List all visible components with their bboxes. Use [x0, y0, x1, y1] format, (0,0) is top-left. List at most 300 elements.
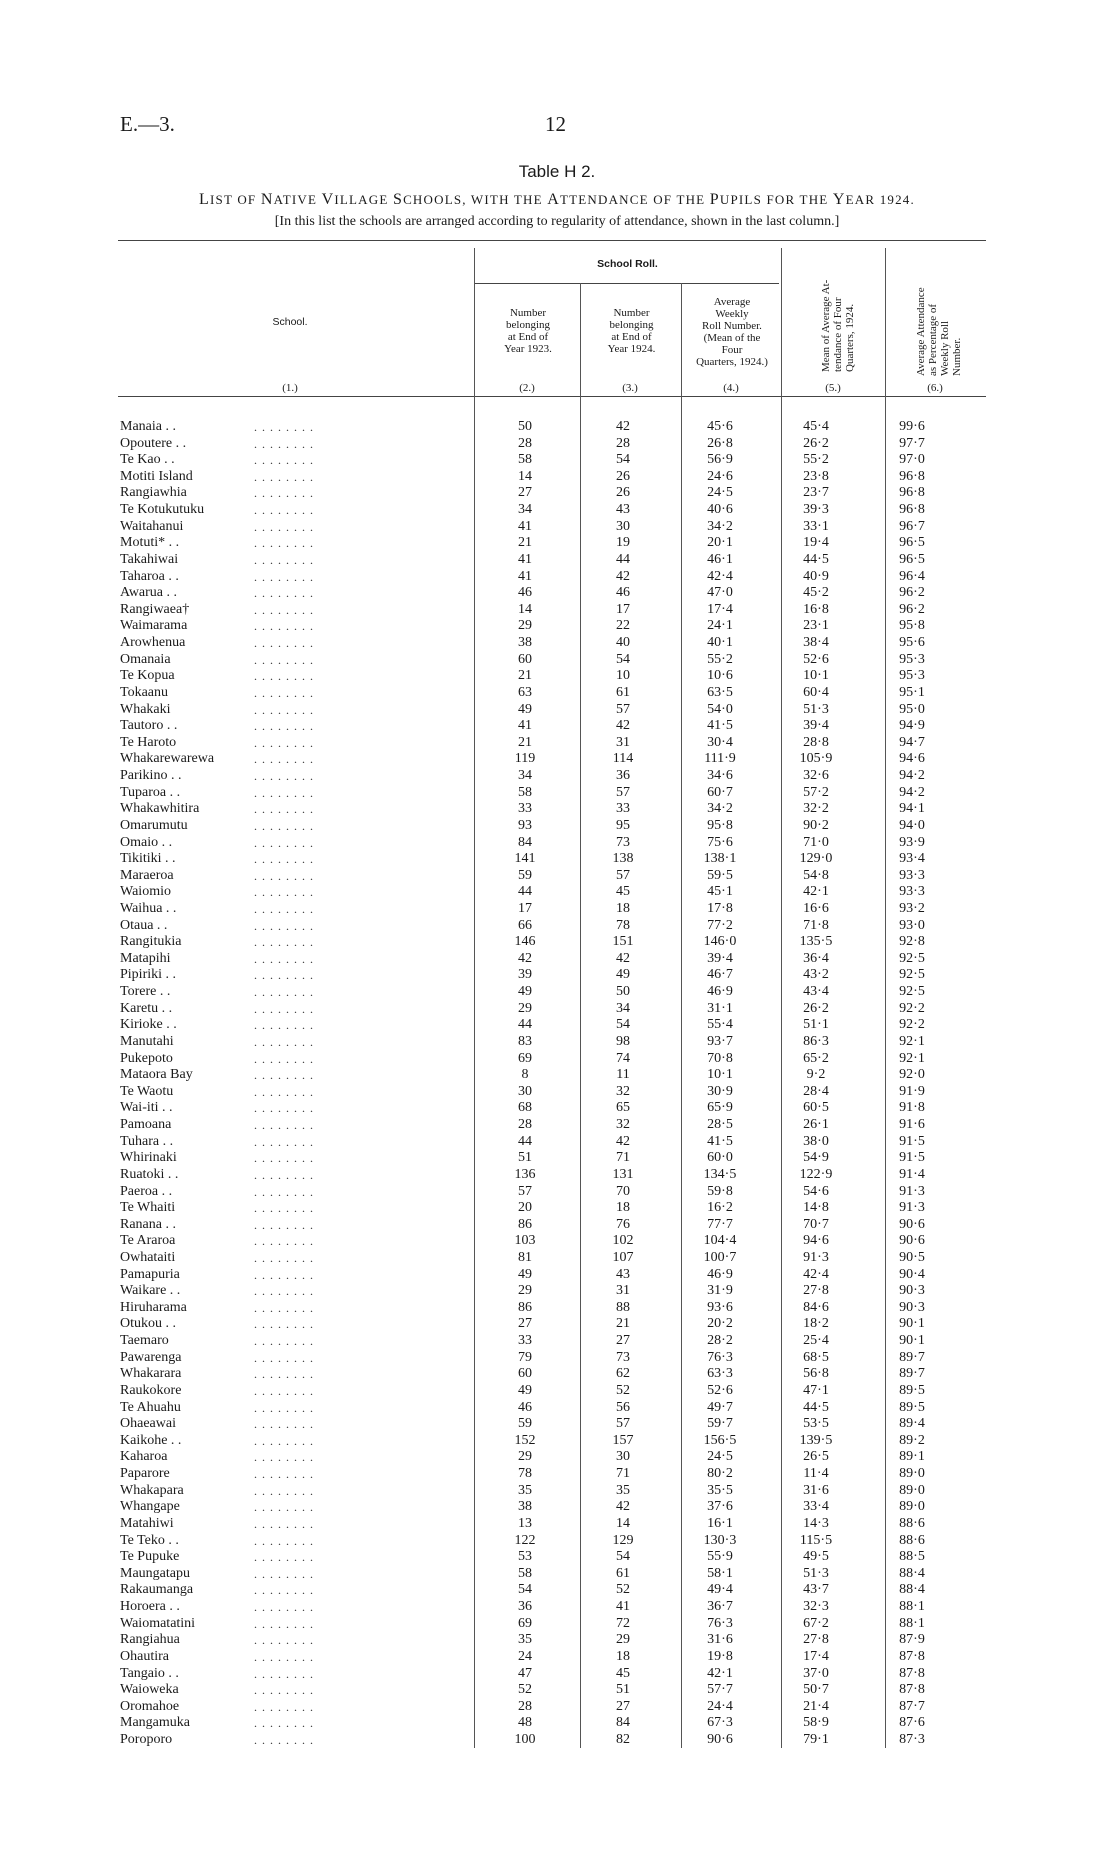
roll-1924: 45: [616, 884, 630, 900]
table-row: [120, 868, 980, 885]
roll-1924: 129: [612, 1532, 634, 1548]
attendance-percentage: 94·2: [899, 768, 925, 784]
attendance-percentage: 87·9: [899, 1632, 925, 1648]
table-row: [120, 502, 980, 519]
roll-1923: 51: [518, 1150, 532, 1166]
attendance-percentage: 90·1: [899, 1333, 925, 1349]
school-name: Whakaki: [120, 701, 171, 717]
leader-dots: . . . . . . . .: [254, 1184, 314, 1199]
roll-1924: 57: [616, 867, 630, 883]
leader-dots: . . . . . . . .: [254, 1167, 314, 1182]
roll-1924: 54: [616, 452, 630, 468]
avg-weekly-roll: 76·3: [707, 1349, 733, 1365]
leader-dots: . . . . . . . .: [254, 1300, 314, 1315]
avg-weekly-roll: 31·1: [707, 1000, 733, 1016]
roll-1923: 69: [518, 1615, 532, 1631]
roll-1923: 79: [518, 1349, 532, 1365]
table-row: [120, 1167, 980, 1184]
table-row: [120, 967, 980, 984]
leader-dots: . . . . . . . .: [254, 552, 314, 567]
mean-attendance: 42·4: [803, 1266, 829, 1282]
avg-weekly-roll: 156·5: [703, 1432, 737, 1448]
roll-1924: 78: [616, 917, 630, 933]
roll-1924: 33: [616, 801, 630, 817]
roll-1924: 18: [616, 900, 630, 916]
attendance-percentage: 92·5: [899, 984, 925, 1000]
mean-attendance: 16·8: [803, 601, 829, 617]
header-col3: Number belonging at End of Year 1924.: [607, 307, 656, 355]
mean-attendance: 14·3: [803, 1515, 829, 1531]
table-row: [120, 1217, 980, 1234]
mean-attendance: 54·8: [803, 867, 829, 883]
attendance-percentage: 93·4: [899, 851, 925, 867]
mean-attendance: 57·2: [803, 784, 829, 800]
roll-1924: 35: [616, 1482, 630, 1498]
table-row: [120, 1316, 980, 1333]
roll-1924: 73: [616, 1349, 630, 1365]
attendance-percentage: 92·1: [899, 1033, 925, 1049]
roll-1923: 63: [518, 684, 532, 700]
attendance-percentage: 92·1: [899, 1050, 925, 1066]
column-number-2: (2.): [519, 382, 535, 394]
attendance-percentage: 93·3: [899, 867, 925, 883]
leader-dots: . . . . . . . .: [254, 868, 314, 883]
leader-dots: . . . . . . . .: [254, 569, 314, 584]
mean-attendance: 28·4: [803, 1083, 829, 1099]
avg-weekly-roll: 20·1: [707, 535, 733, 551]
school-name: Tikitiki . .: [120, 851, 176, 867]
table-row: [120, 1549, 980, 1566]
roll-1923: 78: [518, 1466, 532, 1482]
school-name: Tautoro . .: [120, 718, 178, 734]
leader-dots: . . . . . . . .: [254, 1084, 314, 1099]
avg-weekly-roll: 111·9: [704, 751, 736, 767]
roll-1924: 22: [616, 618, 630, 634]
roll-1923: 68: [518, 1100, 532, 1116]
mean-attendance: 91·3: [803, 1250, 829, 1265]
avg-weekly-roll: 93·6: [707, 1299, 733, 1315]
roll-1923: 50: [518, 419, 532, 434]
table-row: [120, 1267, 980, 1284]
avg-weekly-roll: 16·2: [707, 1200, 733, 1216]
mean-attendance: 45·2: [803, 585, 829, 601]
mean-attendance: 18·2: [803, 1316, 829, 1332]
roll-1924: 18: [616, 1200, 630, 1216]
mean-attendance: 23·7: [803, 485, 829, 501]
roll-1924: 27: [616, 1698, 630, 1714]
roll-1923: 41: [518, 551, 532, 567]
roll-1923: 33: [518, 1333, 532, 1349]
title-part: CHOOLS, WITH THE: [403, 192, 548, 207]
leader-dots: . . . . . . . .: [254, 1516, 314, 1531]
mean-attendance: 38·0: [803, 1133, 829, 1149]
attendance-percentage: 90·3: [899, 1283, 925, 1299]
school-name: Ohautira: [120, 1648, 169, 1664]
roll-1924: 84: [616, 1715, 630, 1731]
attendance-percentage: 93·0: [899, 917, 925, 933]
table-row: [120, 951, 980, 968]
table-row: [120, 668, 980, 685]
mean-attendance: 11·4: [803, 1466, 829, 1482]
title-part: IST OF: [210, 192, 261, 207]
attendance-percentage: 87·8: [899, 1665, 925, 1681]
roll-1923: 47: [518, 1665, 532, 1681]
attendance-percentage: 93·3: [899, 884, 925, 900]
roll-1924: 50: [616, 984, 630, 1000]
school-name: Te Kotukutuku: [120, 502, 205, 518]
school-name: Karetu . .: [120, 1000, 173, 1016]
roll-1923: 41: [518, 518, 532, 534]
attendance-percentage: 89·0: [899, 1482, 925, 1498]
attendance-percentage: 88·4: [899, 1582, 925, 1598]
roll-1924: 43: [616, 1266, 630, 1282]
mean-attendance: 16·6: [803, 900, 829, 916]
title-part: V: [321, 191, 335, 208]
mean-attendance: 71·8: [803, 917, 829, 933]
attendance-percentage: 95·0: [899, 701, 925, 717]
table-row: [120, 801, 980, 818]
school-name: Hiruharama: [120, 1299, 187, 1315]
avg-weekly-roll: 34·2: [707, 518, 733, 534]
leader-dots: . . . . . . . .: [254, 935, 314, 950]
attendance-percentage: 93·2: [899, 900, 925, 916]
attendance-percentage: 92·2: [899, 1000, 925, 1016]
avg-weekly-roll: 67·3: [707, 1715, 733, 1731]
roll-1923: 35: [518, 1482, 532, 1498]
roll-1923: 59: [518, 867, 532, 883]
table-row: [120, 552, 980, 569]
leader-dots: . . . . . . . .: [254, 1101, 314, 1116]
school-name: Omaio . .: [120, 834, 173, 850]
roll-1924: 57: [616, 784, 630, 800]
school-name: Omarumutu: [120, 817, 188, 833]
roll-1924: 42: [616, 568, 630, 584]
table-row: [120, 569, 980, 586]
table-row: [120, 735, 980, 752]
attendance-percentage: 99·6: [899, 419, 925, 434]
school-name: Taharoa . .: [120, 568, 179, 584]
title-part: P: [709, 191, 720, 208]
school-name: Waimarama: [120, 618, 188, 634]
header-bottom-rule: [118, 396, 986, 397]
attendance-percentage: 92·5: [899, 950, 925, 966]
table-row: [120, 1699, 980, 1716]
leader-dots: . . . . . . . .: [254, 1649, 314, 1664]
roll-1924: 21: [616, 1316, 630, 1332]
attendance-percentage: 93·9: [899, 834, 925, 850]
mean-attendance: 32·2: [803, 801, 829, 817]
attendance-percentage: 96·7: [899, 518, 925, 534]
attendance-percentage: 89·4: [899, 1416, 925, 1432]
attendance-percentage: 92·0: [899, 1067, 925, 1083]
avg-weekly-roll: 80·2: [707, 1466, 733, 1482]
mean-attendance: 139·5: [799, 1432, 833, 1448]
school-name: Te Ahuahu: [120, 1399, 181, 1415]
attendance-percentage: 94·7: [899, 734, 925, 750]
attendance-percentage: 90·5: [899, 1250, 925, 1265]
roll-1924: 95: [616, 817, 630, 833]
mean-attendance: 56·8: [803, 1366, 829, 1382]
table-row: [120, 751, 980, 768]
table-row: [120, 918, 980, 935]
header-col6: Average Attendance as Percentage of Weekly Roll Number.: [915, 287, 963, 376]
mean-attendance: 26·2: [803, 1000, 829, 1016]
mean-attendance: 94·6: [803, 1233, 829, 1249]
mean-attendance: 26·2: [803, 435, 829, 451]
mean-attendance: 86·3: [803, 1033, 829, 1049]
leader-dots: . . . . . . . .: [254, 519, 314, 534]
leader-dots: . . . . . . . .: [254, 1284, 314, 1299]
leader-dots: . . . . . . . .: [254, 918, 314, 933]
table-row: [120, 419, 980, 436]
school-name: Waitahanui: [120, 518, 184, 534]
attendance-percentage: 91·5: [899, 1133, 925, 1149]
avg-weekly-roll: 19·8: [707, 1648, 733, 1664]
roll-1923: 44: [518, 1017, 532, 1033]
roll-1923: 60: [518, 651, 532, 667]
roll-1923: 136: [514, 1166, 536, 1182]
table-row: [120, 1732, 980, 1749]
mean-attendance: 39·3: [803, 502, 829, 518]
roll-1924: 54: [616, 1017, 630, 1033]
roll-1923: 152: [514, 1432, 536, 1448]
roll-1923: 14: [518, 468, 532, 484]
avg-weekly-roll: 46·7: [707, 967, 733, 983]
column-number-1: (1.): [282, 382, 298, 394]
table-row: [120, 1150, 980, 1167]
attendance-percentage: 95·6: [899, 635, 925, 651]
school-name: Omanaia: [120, 651, 171, 667]
avg-weekly-roll: 138·1: [703, 851, 737, 867]
attendance-percentage: 94·0: [899, 817, 925, 833]
roll-1923: 60: [518, 1366, 532, 1382]
avg-weekly-roll: 20·2: [707, 1316, 733, 1332]
school-name: Kaharoa: [120, 1449, 168, 1465]
table-row: [120, 1017, 980, 1034]
roll-1924: 62: [616, 1366, 630, 1382]
mean-attendance: 58·9: [803, 1715, 829, 1731]
attendance-percentage: 91·4: [899, 1166, 925, 1182]
roll-1924: 57: [616, 1416, 630, 1432]
leader-dots: . . . . . . . .: [254, 885, 314, 900]
mean-attendance: 43·2: [803, 967, 829, 983]
roll-1924: 31: [616, 1283, 630, 1299]
roll-1924: 61: [616, 1565, 630, 1581]
avg-weekly-roll: 41·5: [707, 718, 733, 734]
leader-dots: . . . . . . . .: [254, 1467, 314, 1482]
avg-weekly-roll: 24·6: [707, 468, 733, 484]
roll-1924: 31: [616, 734, 630, 750]
leader-dots: . . . . . . . .: [254, 1550, 314, 1565]
roll-1923: 21: [518, 535, 532, 551]
avg-weekly-roll: 58·1: [707, 1565, 733, 1581]
avg-weekly-roll: 60·7: [707, 784, 733, 800]
table-row: [120, 469, 980, 486]
mean-attendance: 67·2: [803, 1615, 829, 1631]
roll-1924: 72: [616, 1615, 630, 1631]
avg-weekly-roll: 63·5: [707, 684, 733, 700]
attendance-percentage: 95·8: [899, 618, 925, 634]
school-name: Ruatoki . .: [120, 1166, 179, 1182]
leader-dots: . . . . . . . .: [254, 1217, 314, 1232]
table-row: [120, 1616, 980, 1633]
school-name: Mataora Bay: [120, 1067, 193, 1083]
school-name: Horoera . .: [120, 1599, 180, 1615]
roll-1924: 157: [612, 1432, 634, 1448]
school-name: Te Whaiti: [120, 1200, 176, 1216]
table-row: [120, 884, 980, 901]
roll-1924: 52: [616, 1382, 630, 1398]
avg-weekly-roll: 146·0: [703, 934, 737, 950]
attendance-percentage: 89·1: [899, 1449, 925, 1465]
roll-1924: 26: [616, 468, 630, 484]
mean-attendance: 122·9: [799, 1166, 833, 1182]
roll-1923: 20: [518, 1200, 532, 1216]
school-name: Manutahi: [120, 1033, 174, 1049]
roll-1923: 49: [518, 1382, 532, 1398]
table-row: [120, 1034, 980, 1051]
table-row: [120, 535, 980, 552]
attendance-percentage: 88·6: [899, 1532, 925, 1548]
table-row: [120, 1649, 980, 1666]
attendance-percentage: 90·6: [899, 1216, 925, 1232]
roll-1923: 34: [518, 768, 532, 784]
avg-weekly-roll: 17·8: [707, 900, 733, 916]
attendance-percentage: 91·8: [899, 1100, 925, 1116]
school-name: Te Pupuke: [120, 1549, 180, 1565]
roll-1924: 131: [612, 1166, 634, 1182]
avg-weekly-roll: 65·9: [707, 1100, 733, 1116]
leader-dots: . . . . . . . .: [254, 1201, 314, 1216]
school-name: Rangiwaea†: [120, 601, 190, 617]
school-name: Te Teko . .: [120, 1532, 179, 1548]
roll-1924: 71: [616, 1466, 630, 1482]
school-name: Kaikohe . .: [120, 1432, 182, 1448]
table-row: [120, 1582, 980, 1599]
school-name: Motuti* . .: [120, 535, 180, 551]
roll-1924: 82: [616, 1731, 630, 1747]
roll-1923: 58: [518, 1565, 532, 1581]
avg-weekly-roll: 39·4: [707, 950, 733, 966]
avg-weekly-roll: 47·0: [707, 585, 733, 601]
school-name: Te Waotu: [120, 1083, 174, 1099]
roll-1924: 45: [616, 1665, 630, 1681]
roll-1923: 69: [518, 1050, 532, 1066]
roll-1923: 93: [518, 817, 532, 833]
title-part: S: [392, 191, 404, 208]
roll-1924: 88: [616, 1299, 630, 1315]
attendance-percentage: 92·8: [899, 934, 925, 950]
roll-1924: 32: [616, 1083, 630, 1099]
mean-attendance: 25·4: [803, 1333, 829, 1349]
roll-1924: 36: [616, 768, 630, 784]
roll-1924: 18: [616, 1648, 630, 1664]
avg-weekly-roll: 17·4: [707, 601, 733, 617]
avg-weekly-roll: 34·6: [707, 768, 733, 784]
table-row: [120, 1433, 980, 1450]
table-row: [120, 436, 980, 453]
table-row: [120, 1383, 980, 1400]
roll-1923: 21: [518, 668, 532, 684]
column-number-6: (6.): [927, 382, 943, 394]
avg-weekly-roll: 63·3: [707, 1366, 733, 1382]
avg-weekly-roll: 31·9: [707, 1283, 733, 1299]
header-school: School.: [272, 316, 308, 328]
avg-weekly-roll: 75·6: [707, 834, 733, 850]
roll-1924: 74: [616, 1050, 630, 1066]
roll-1924: 29: [616, 1632, 630, 1648]
attendance-percentage: 87·6: [899, 1715, 925, 1731]
leader-dots: . . . . . . . .: [254, 1683, 314, 1698]
attendance-percentage: 95·3: [899, 651, 925, 667]
roll-1923: 44: [518, 1133, 532, 1149]
table-row: [120, 585, 980, 602]
avg-weekly-roll: 104·4: [703, 1233, 737, 1249]
school-name: Maraeroa: [120, 867, 174, 883]
mean-attendance: 60·5: [803, 1100, 829, 1116]
leader-dots: . . . . . . . .: [254, 702, 314, 717]
leader-dots: . . . . . . . .: [254, 1034, 314, 1049]
roll-1923: 49: [518, 701, 532, 717]
mean-attendance: 84·6: [803, 1299, 829, 1315]
avg-weekly-roll: 134·5: [703, 1166, 737, 1182]
mean-attendance: 32·3: [803, 1599, 829, 1615]
attendance-percentage: 94·6: [899, 751, 925, 767]
attendance-percentage: 91·6: [899, 1117, 925, 1133]
school-name: Waiomio: [120, 884, 171, 900]
school-name: Pamoana: [120, 1117, 172, 1133]
leader-dots: . . . . . . . .: [254, 1118, 314, 1133]
attendance-percentage: 95·1: [899, 684, 925, 700]
table-row: [120, 1466, 980, 1483]
roll-1923: 100: [514, 1731, 536, 1747]
table-row: [120, 1682, 980, 1699]
roll-1923: 27: [518, 485, 532, 501]
roll-1924: 34: [616, 1000, 630, 1016]
mean-attendance: 19·4: [803, 535, 829, 551]
avg-weekly-roll: 54·0: [707, 701, 733, 717]
table-row: [120, 1051, 980, 1068]
mean-attendance: 9·2: [806, 1067, 826, 1083]
avg-weekly-roll: 36·7: [707, 1599, 733, 1615]
mean-attendance: 37·0: [803, 1665, 829, 1681]
roll-1924: 30: [616, 1449, 630, 1465]
avg-weekly-roll: 59·7: [707, 1416, 733, 1432]
attendance-percentage: 92·2: [899, 1017, 925, 1033]
roll-1923: 54: [518, 1582, 532, 1598]
mean-attendance: 51·3: [803, 1565, 829, 1581]
title-part: L: [199, 191, 211, 208]
table-row: [120, 1134, 980, 1151]
attendance-percentage: 88·6: [899, 1515, 925, 1531]
school-name: Otukou . .: [120, 1316, 176, 1332]
attendance-percentage: 88·1: [899, 1599, 925, 1615]
table-row: [120, 618, 980, 635]
roll-1923: 29: [518, 1000, 532, 1016]
roll-1923: 14: [518, 601, 532, 617]
leader-dots: . . . . . . . .: [254, 1134, 314, 1149]
leader-dots: . . . . . . . .: [254, 1732, 314, 1747]
attendance-percentage: 89·7: [899, 1366, 925, 1382]
avg-weekly-roll: 28·2: [707, 1333, 733, 1349]
avg-weekly-roll: 26·8: [707, 435, 733, 451]
leader-dots: . . . . . . . .: [254, 586, 314, 601]
school-name: Matahiwi: [120, 1515, 174, 1531]
table-row: [120, 1117, 980, 1134]
table-row: [120, 1184, 980, 1201]
attendance-percentage: 96·8: [899, 485, 925, 501]
title-part: A: [547, 191, 560, 208]
